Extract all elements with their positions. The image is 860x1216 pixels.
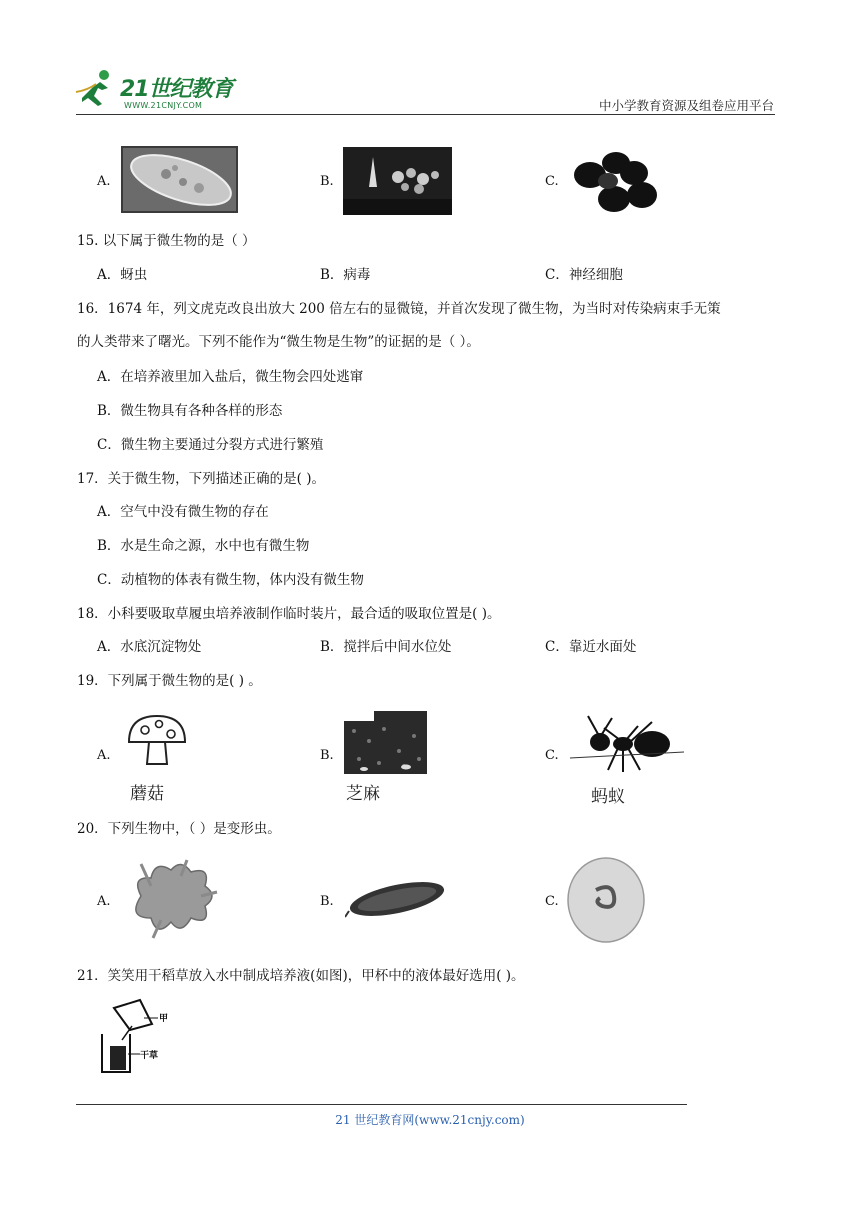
microscope-view-image xyxy=(566,856,646,944)
mold-image xyxy=(343,147,452,215)
question-21-stem: 21．笑笑用干稻草放入水中制成培养液(如图)，甲杯中的液体最好选用( )。 xyxy=(77,968,525,984)
q19-caption-c: 蚂蚁 xyxy=(591,787,625,807)
figure-label-bottom: 干草 xyxy=(140,1051,159,1061)
q16-option-c: C．微生物主要通过分裂方式进行繁殖 xyxy=(97,437,324,453)
question-15-stem: 15. 以下属于微生物的是（ ） xyxy=(77,233,256,249)
logo-url: WWW.21CNJY.COM xyxy=(124,101,203,110)
q19-option-b-label: B. xyxy=(320,748,334,763)
blood-cells-image xyxy=(572,151,660,214)
paramecium-image xyxy=(121,146,238,213)
q20-option-b-label: B. xyxy=(320,894,334,909)
question-17-stem: 17．关于微生物，下列描述正确的是( )。 xyxy=(77,471,326,487)
q15-option-a: A．蚜虫 xyxy=(97,267,148,283)
q20-option-c-label: C. xyxy=(545,894,559,909)
q20-option-a-label: A. xyxy=(97,894,111,909)
mushroom-icon xyxy=(125,712,189,768)
q17-option-c: C．动植物的体表有微生物，体内没有微生物 xyxy=(97,572,364,588)
header-platform-text: 中小学教育资源及组卷应用平台 xyxy=(598,98,774,113)
q14-option-b-label: B. xyxy=(320,174,334,189)
q19-option-a-label: A. xyxy=(97,748,111,763)
question-20-stem: 20．下列生物中，（ ）是变形虫。 xyxy=(77,821,281,837)
q19-option-c-label: C. xyxy=(545,748,559,763)
footer-site-link[interactable]: 21 世纪教育网(www.21cnjy.com) xyxy=(335,1113,525,1127)
culture-beaker-diagram xyxy=(92,998,202,1078)
q15-option-c: C．神经细胞 xyxy=(545,267,623,283)
runner-logo-icon xyxy=(74,68,118,108)
q17-option-a: A．空气中没有微生物的存在 xyxy=(97,504,269,520)
euglena-image xyxy=(345,871,450,923)
q18-option-c: C．靠近水面处 xyxy=(545,639,637,655)
q19-caption-a: 蘑菇 xyxy=(130,784,164,804)
ant-image xyxy=(568,712,686,776)
q18-option-a: A．水底沉淀物处 xyxy=(97,639,202,655)
q17-option-b: B．水是生命之源，水中也有微生物 xyxy=(97,538,310,554)
header-divider xyxy=(76,114,775,115)
q16-option-b: B．微生物具有各种各样的形态 xyxy=(97,403,283,419)
q14-option-c-label: C. xyxy=(545,174,559,189)
question-19-stem: 19．下列属于微生物的是( ) 。 xyxy=(77,673,262,689)
q18-option-b: B．搅拌后中间水位处 xyxy=(320,639,452,655)
q16-option-a: A．在培养液里加入盐后，微生物会四处逃窜 xyxy=(97,369,364,385)
question-18-stem: 18．小科要吸取草履虫培养液制作临时装片，最合适的吸取位置是( )。 xyxy=(77,606,501,622)
amoeba-image xyxy=(121,856,221,941)
footer-divider xyxy=(76,1104,687,1105)
question-16-stem-line2: 的人类带来了曙光。下列不能作为“微生物是生物”的证据的是（ ）。 xyxy=(77,334,480,350)
figure-label-top: 甲 xyxy=(159,1014,169,1024)
question-16-stem-line1: 16．1674 年，列文虎克改良出放大 200 倍左右的显微镜，并首次发现了微生物，为当时对传染病束手无策 xyxy=(77,301,721,317)
q15-option-b: B．病毒 xyxy=(320,267,371,283)
sesame-image xyxy=(344,711,427,774)
q19-caption-b: 芝麻 xyxy=(346,784,380,804)
q14-option-a-label: A. xyxy=(97,174,111,189)
site-logo xyxy=(74,68,244,114)
logo-text: 21世纪教育 xyxy=(120,77,233,102)
